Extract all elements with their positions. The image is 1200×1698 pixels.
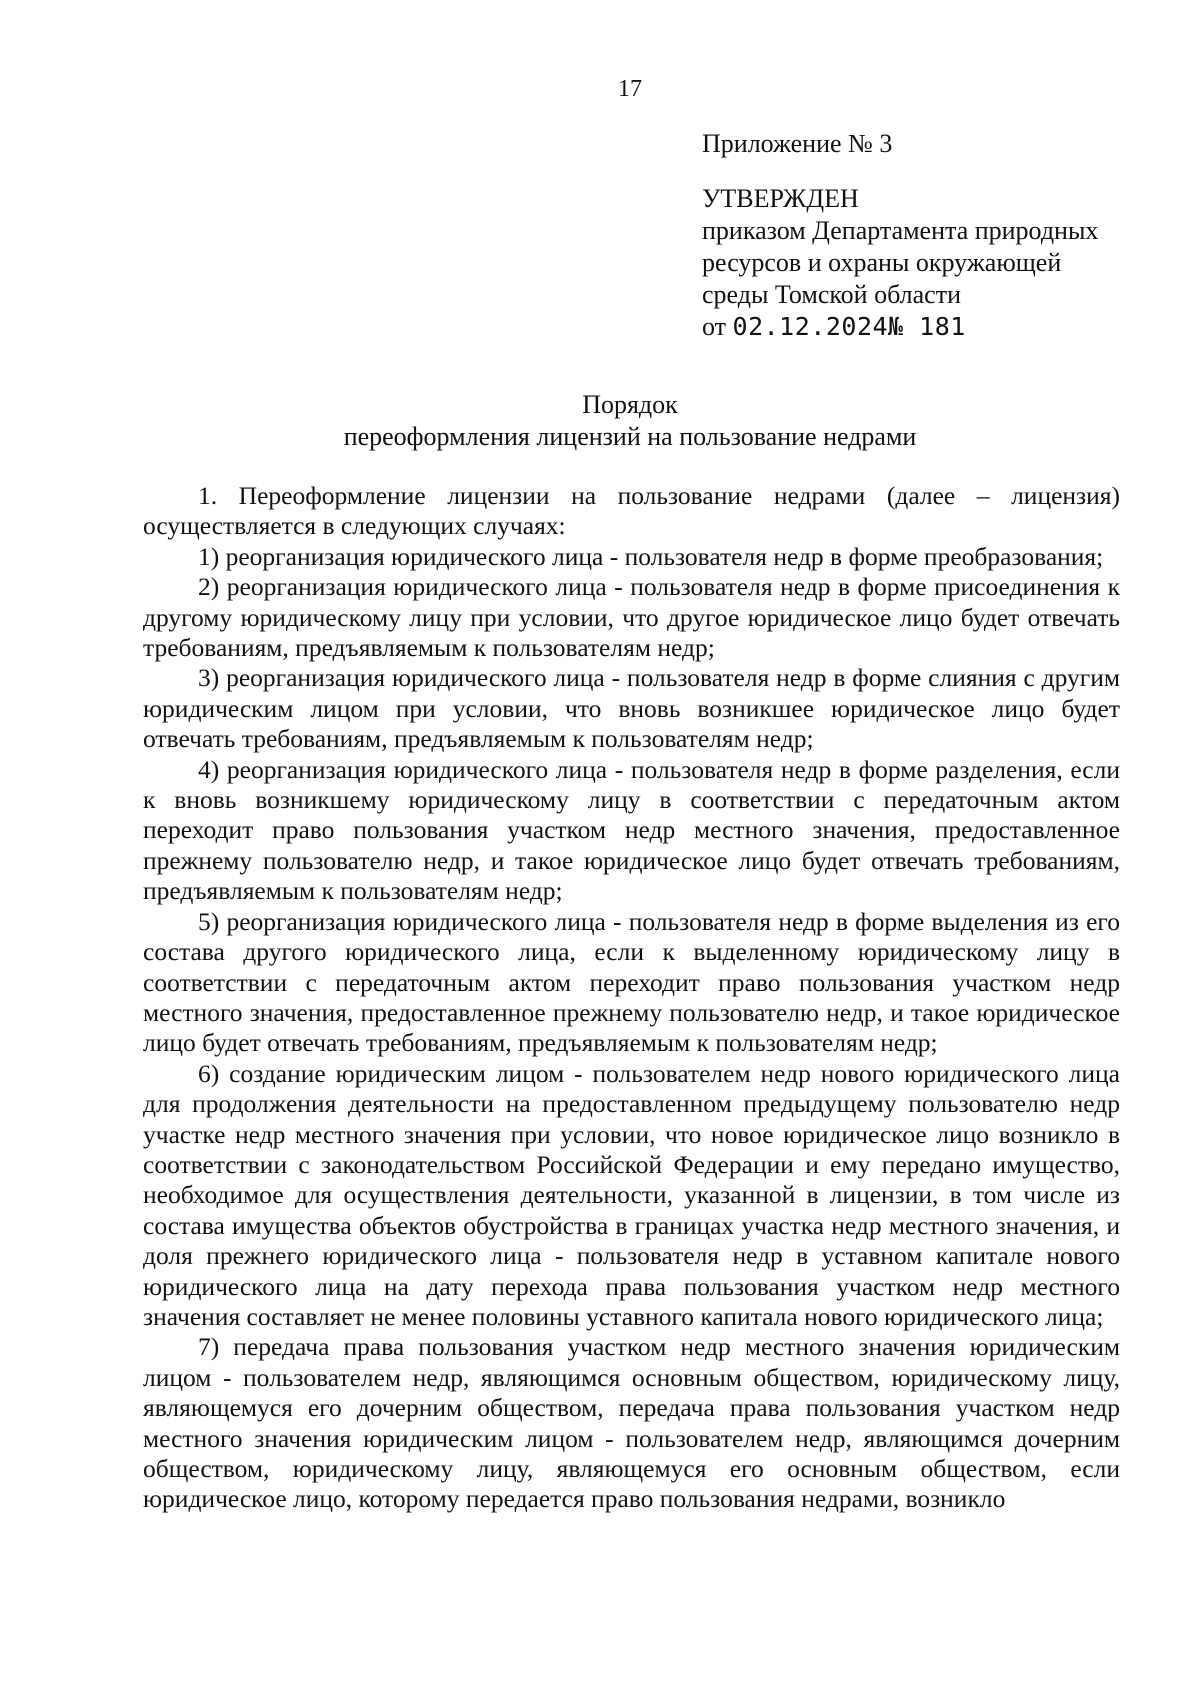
document-title	[140, 389, 1120, 453]
approval-heading: УТВЕРЖДЕН	[702, 184, 859, 213]
approval-date-value: 02.12.2024№ 181	[732, 312, 966, 341]
paragraph-5: 4) реорганизация юридического лица - пользователя недр в форме разделения, если к вновь возникшему юридическому лицу в соответствии с передаточным актом переходит право пользования участком недр местного значения, предоставленное прежнему пользователю недр, и такое юридическое лицо будет отвечать требованиям, предъявляемым к пользователям недр;	[143, 754, 1120, 906]
paragraph-2: 1) реорганизация юридического лица - пользователя недр в форме преобразования;	[198, 541, 1104, 571]
paragraph-6: 5) реорганизация юридического лица - пользователя недр в форме выделения из его состава другого юридического лица, если к выделенному юридическому лицу в соответствии с передаточным актом переходит право пользования участком недр местного значения, предоставленное прежнему пользователю недр, и такое юридическое лицо будет отвечать требованиям, предъявляемым к пользователям недр;	[143, 906, 1120, 1058]
paragraph-3: 2) реорганизация юридического лица - пользователя недр в форме присоединения к другому юридическому лицу при условии, что другое юридическое лицо будет отвечать требованиям, предъявляемым к пользователям недр;	[143, 572, 1120, 663]
approval-line-1: приказом Департамента природных	[702, 216, 1099, 245]
paragraph-8: 7) передача права пользования участком недр местного значения юридическим лицом - пользователем недр, являющимся основным обществом, юридическому лицу, являющемуся его дочерним обществом, передача права пользования участком недр местного значения юридическим лицом - пользователем недр, являющимся дочерним обществом, юридическому лицу, являющемуся его основным обществом, если юридическое лицо, которому передается право пользования недрами, возникло	[143, 1332, 1120, 1514]
title-line-1: Порядок	[582, 390, 678, 419]
approval-block	[702, 183, 1098, 343]
page-number: 17	[618, 76, 642, 102]
approval-line-3: среды Томской области	[702, 280, 961, 309]
approval-date-prefix: от	[702, 312, 733, 341]
paragraph-7: 6) создание юридическим лицом - пользователем недр нового юридического лица для продолжения деятельности на предоставленном предыдущему пользователю недр участке недр местного значения при условии, что новое юридическое лицо возникло в соответствии с законодательством Российской Федерации и ему передано имущество, необходимое для осуществления деятельности, указанной в лицензии, в том числе из состава имущества объектов обустройства в границах участка недр местного значения, и доля прежнего юридического лица - пользователя недр в уставном капитале нового юридического лица на дату перехода права пользования участком недр местного значения составляет не менее половины уставного капитала нового юридического лица;	[143, 1058, 1120, 1331]
paragraph-1: 1. Переоформление лицензии на пользование недрами (далее – лицензия) осуществляется в следующих случаях:	[143, 481, 1120, 541]
approval-date-line	[702, 311, 1098, 343]
title-line-2: переоформления лицензий на пользование недрами	[343, 422, 917, 451]
appendix-label: Приложение № 3	[702, 129, 893, 158]
approval-line-2: ресурсов и охраны окружающей	[702, 248, 1062, 277]
document-body	[143, 481, 1120, 1515]
paragraph-4: 3) реорганизация юридического лица - пользователя недр в форме слияния с другим юридическим лицом при условии, что вновь возникшее юридическое лицо будет отвечать требованиям, предъявляемым к пользователям недр;	[143, 663, 1120, 754]
